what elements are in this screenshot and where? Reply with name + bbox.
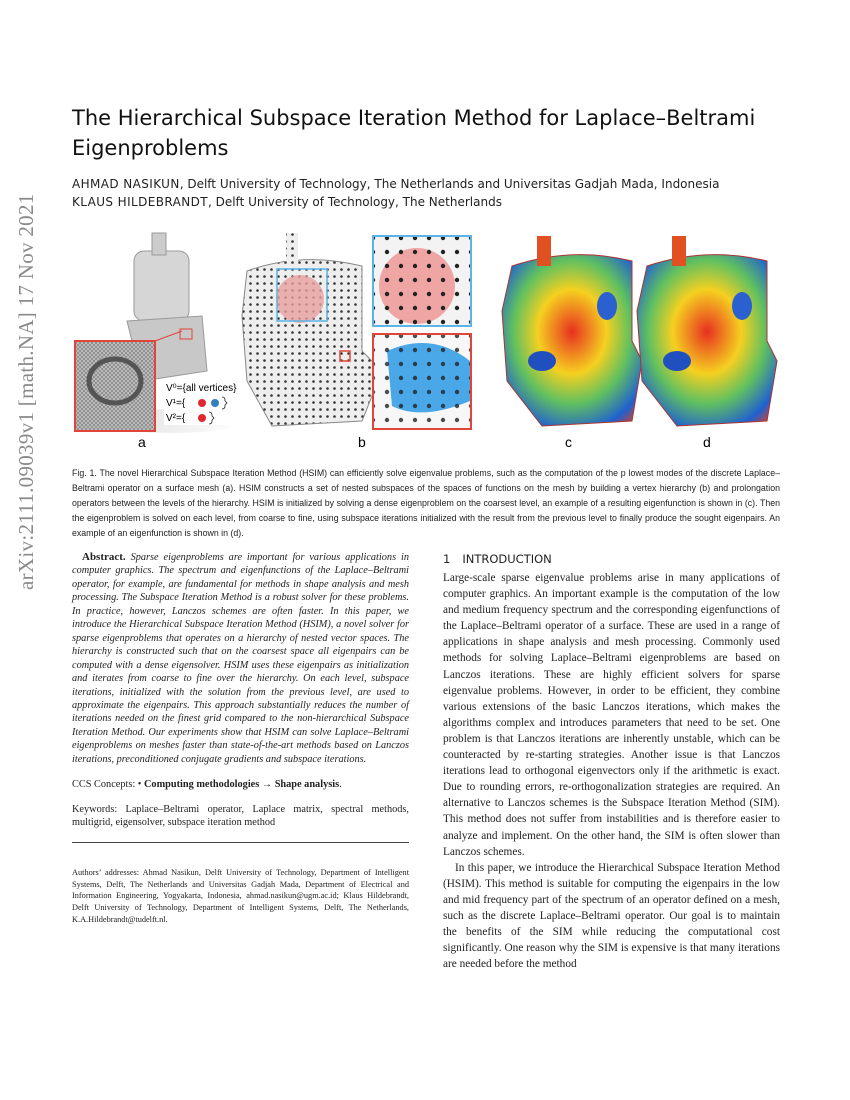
arxiv-stamp: arXiv:2111.09039v1 [math.NA] 17 Nov 2021 (14, 193, 38, 590)
blue-dot-icon (211, 399, 219, 407)
keywords: Keywords: Laplace–Beltrami operator, Laplace matrix, spectral methods, multigrid, eigensolver, subspace iteration method (72, 803, 409, 829)
authors-addresses: Authors’ addresses: Ahmad Nasikun, Delft University of Technology, Department of Intelligent Systems, Delft, The Netherlands and Universitas Gadjah Mada, Department of Electrical and Information Engineering, Yogyakarta, Indonesia, ahmad.nasikun@ugm.ac.id; Klaus Hildebrandt, Delft University of Technology, Department of Intelligent Systems, Delft, The Netherlands, K.A.Hildebrandt@tudelft.nl. (72, 868, 409, 924)
abstract-heading: Abstract. (82, 551, 126, 563)
panel-b-vertex-hierarchy (242, 233, 471, 429)
red-dot-icon (198, 399, 206, 407)
ccs-concept: Computing methodologies → Shape analysis (143, 779, 340, 791)
right-column (443, 551, 780, 972)
section-number: 1 (443, 552, 451, 566)
left-column (72, 551, 409, 925)
figure-caption: Fig. 1. The novel Hierarchical Subspace Iteration Method (HSIM) can efficiently solve eigenvalue problems, such as the computation of the p lowest modes of the discrete Laplace–Beltrami operator on a surface mesh (a). HSIM constructs a set of nested subspaces of the spaces of functions on the mesh by building a vertex hierarchy (b) and prolongation operators between the levels of the hierarchy. HSIM is initialized by solving a dense eigenproblem on the coarsest level, an example of a resulting eigenfunction is shown in (c). Then the eigenproblem is solved on each level, from coarse to fine, using subspace iterations initialized with the result from the previous level to finally produce the sought eigenpairs. An example of an eigenfunction is shown in (d). (72, 468, 780, 538)
author-affiliation: , Delft University of Technology, The Netherlands (207, 195, 502, 209)
red-dot-icon (198, 414, 206, 422)
vertex-legend (164, 381, 244, 425)
paragraph: In this paper, we introduce the Hierarchical Subspace Iteration Method (HSIM). This method is suitable for computing the eigenpairs in the low and mid frequency part of the spectrum of an operator defined on a mesh, such as the discrete Laplace–Beltrami operator. Our goal is to maintain the benefits of the SIM while reducing the computational cost significantly. One reason why the SIM is expensive is that many iterations are needed before the method (443, 861, 780, 971)
abstract-text: Sparse eigenproblems are important for various applications in computer graphics. The spectrum and eigenfunctions of the Laplace–Beltrami operator, for example, are fundamental for methods in shape analysis and mesh processing. The Subspace Iteration Method is a robust solver for these problems. In practice, however, Lanczos schemes are often faster. In this paper, we introduce the Hierarchical Subspace Iteration Method (HSIM), a novel solver for sparse eigenproblems that operates on a hierarchy of nested vector spaces. The hierarchy is constructed such that on the coarsest space all eigenpairs can be computed with a dense eigensolver. HSIM uses these eigenpairs as initialization and iterates from coarse to fine over the hierarchy. On each level, subspace iterations, initialized with the solution from the previous level, are used to approximate the eigenpairs. This approach substantially reduces the number of iterations needed on the finest grid compared to the non-hierarchical Subspace Iteration Method. Our experiments show that HSIM can solve Laplace–Beltrami eigenproblems on meshes faster than state-of-the-art methods based on Lanczos iterations, preconditioned conjugate gradients and subspace iterations. (72, 552, 409, 765)
panel-label-b: b (358, 434, 366, 450)
author-name: KLAUS HILDEBRANDT (72, 195, 208, 209)
section-title: INTRODUCTION (462, 552, 552, 566)
legend-v1: V¹={ (166, 398, 186, 409)
panel-label-a: a (138, 434, 146, 450)
paragraph: Large-scale sparse eigenvalue problems arise in many applications of computer graphics. An important example is the computation of the low and medium frequency spectrum and the corresponding eigenfunctions of the Laplace–Beltrami operator of a surface. These are used in a range of applications in shape analysis and mesh processing. Commonly used methods for solving Laplace–Beltrami eigenproblems are based on Lanczos iterations. These are highly efficient solvers for sparse eigenvalue problems. However, in order to be efficient, they combine various extensions of the basic Lanczos iterations, which makes the algorithms complex and introduces parameters that need to be set. One problem is that Lanczos iterations are inherently unstable, which can be counteracted by re-starting strategies. Another issue is that Lanczos iterations lead to orthogonal eigenvectors only if the arithmetic is exact. Due to rounding errors, re-orthogonalization strategies are required. An alternative to Lanczos schemes is the Subspace Iteration Method (SIM). This method does not suffer from instabilities and is therefore easier to analyze and implement. On the other hand, the SIM is often slower than Lanczos schemes. (443, 572, 780, 858)
abstract (72, 551, 409, 766)
paper-title: The Hierarchical Subspace Iteration Method for Laplace–Beltrami Eigenproblems (72, 106, 756, 160)
two-column-body (72, 551, 780, 972)
introduction-body (443, 570, 780, 972)
panel-label-c: c (565, 434, 572, 450)
author-name: AHMAD NASIKUN (72, 177, 180, 191)
panel-d-eigenfunction (637, 236, 777, 426)
figure-illustration (72, 231, 778, 456)
ccs-end: . (339, 779, 342, 791)
panel-label-d: d (703, 434, 711, 450)
ccs-label: CCS Concepts: • (72, 779, 144, 791)
legend-v2: V²={ (166, 413, 186, 424)
legend-v0: V⁰={all vertices} (166, 383, 237, 394)
author-affiliation: , Delft University of Technology, The Netherlands and Universitas Gadjah Mada, Indonesia (179, 177, 720, 191)
figure-1 (72, 231, 778, 456)
panel-c-coarse-eigenfunction (502, 236, 642, 426)
divider (72, 842, 409, 844)
section-heading (443, 551, 780, 567)
author-line (72, 175, 780, 193)
author-list (72, 175, 780, 211)
ccs-concepts (72, 778, 409, 792)
paper-page (72, 103, 780, 972)
author-line (72, 193, 780, 211)
